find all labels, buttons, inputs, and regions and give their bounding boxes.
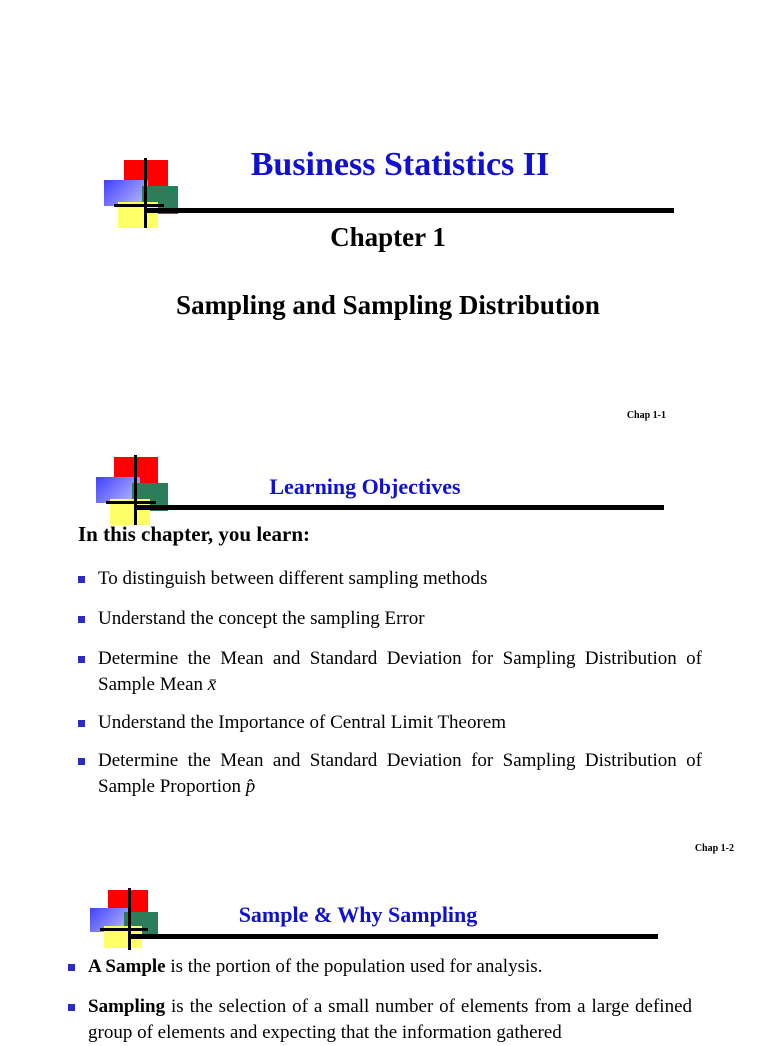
list-item: To distinguish between different sampling methods <box>78 566 702 592</box>
slide-number: Chap 1-2 <box>694 843 734 854</box>
xbar-symbol: x̄ <box>207 674 217 695</box>
list-item: A Sample is the portion of the population used for analysis. <box>68 954 692 980</box>
slide-3 <box>0 860 768 1043</box>
list-item: Understand the Importance of Central Limit Theorem <box>78 710 702 736</box>
slide-logo-icon <box>90 888 166 950</box>
slide-number: Chap 1-1 <box>626 410 666 421</box>
slide-1 <box>0 0 768 430</box>
slide-2 <box>0 430 768 860</box>
definitions-list <box>68 954 692 1046</box>
slide-logo-icon <box>96 455 172 525</box>
list-item: Sampling is the selection of a small number of elements from a large defined group of elements and expecting that the information gathered <box>68 994 692 1046</box>
slide-logo-icon <box>104 158 180 228</box>
slide-title: Learning Objectives <box>269 474 461 499</box>
intro-text: In this chapter, you learn: <box>78 522 310 546</box>
slide-title: Sample & Why Sampling <box>238 902 478 927</box>
list-item: Understand the concept the sampling Error <box>78 606 702 632</box>
objectives-list <box>78 566 702 800</box>
title-rule <box>144 208 674 213</box>
chapter-heading: Chapter 1 <box>330 222 446 252</box>
list-item: Determine the Mean and Standard Deviation for Sampling Distribution of Sample Proportion p̂ <box>78 748 702 800</box>
phat-symbol: p̂ <box>245 776 256 797</box>
title-rule <box>136 505 664 510</box>
list-item: Determine the Mean and Standard Deviation for Sampling Distribution of Sample Mean x̄ <box>78 646 702 698</box>
slide-title: Business Statistics II <box>250 146 550 183</box>
chapter-subtitle: Sampling and Sampling Distribution <box>176 290 600 320</box>
title-rule <box>128 934 658 939</box>
